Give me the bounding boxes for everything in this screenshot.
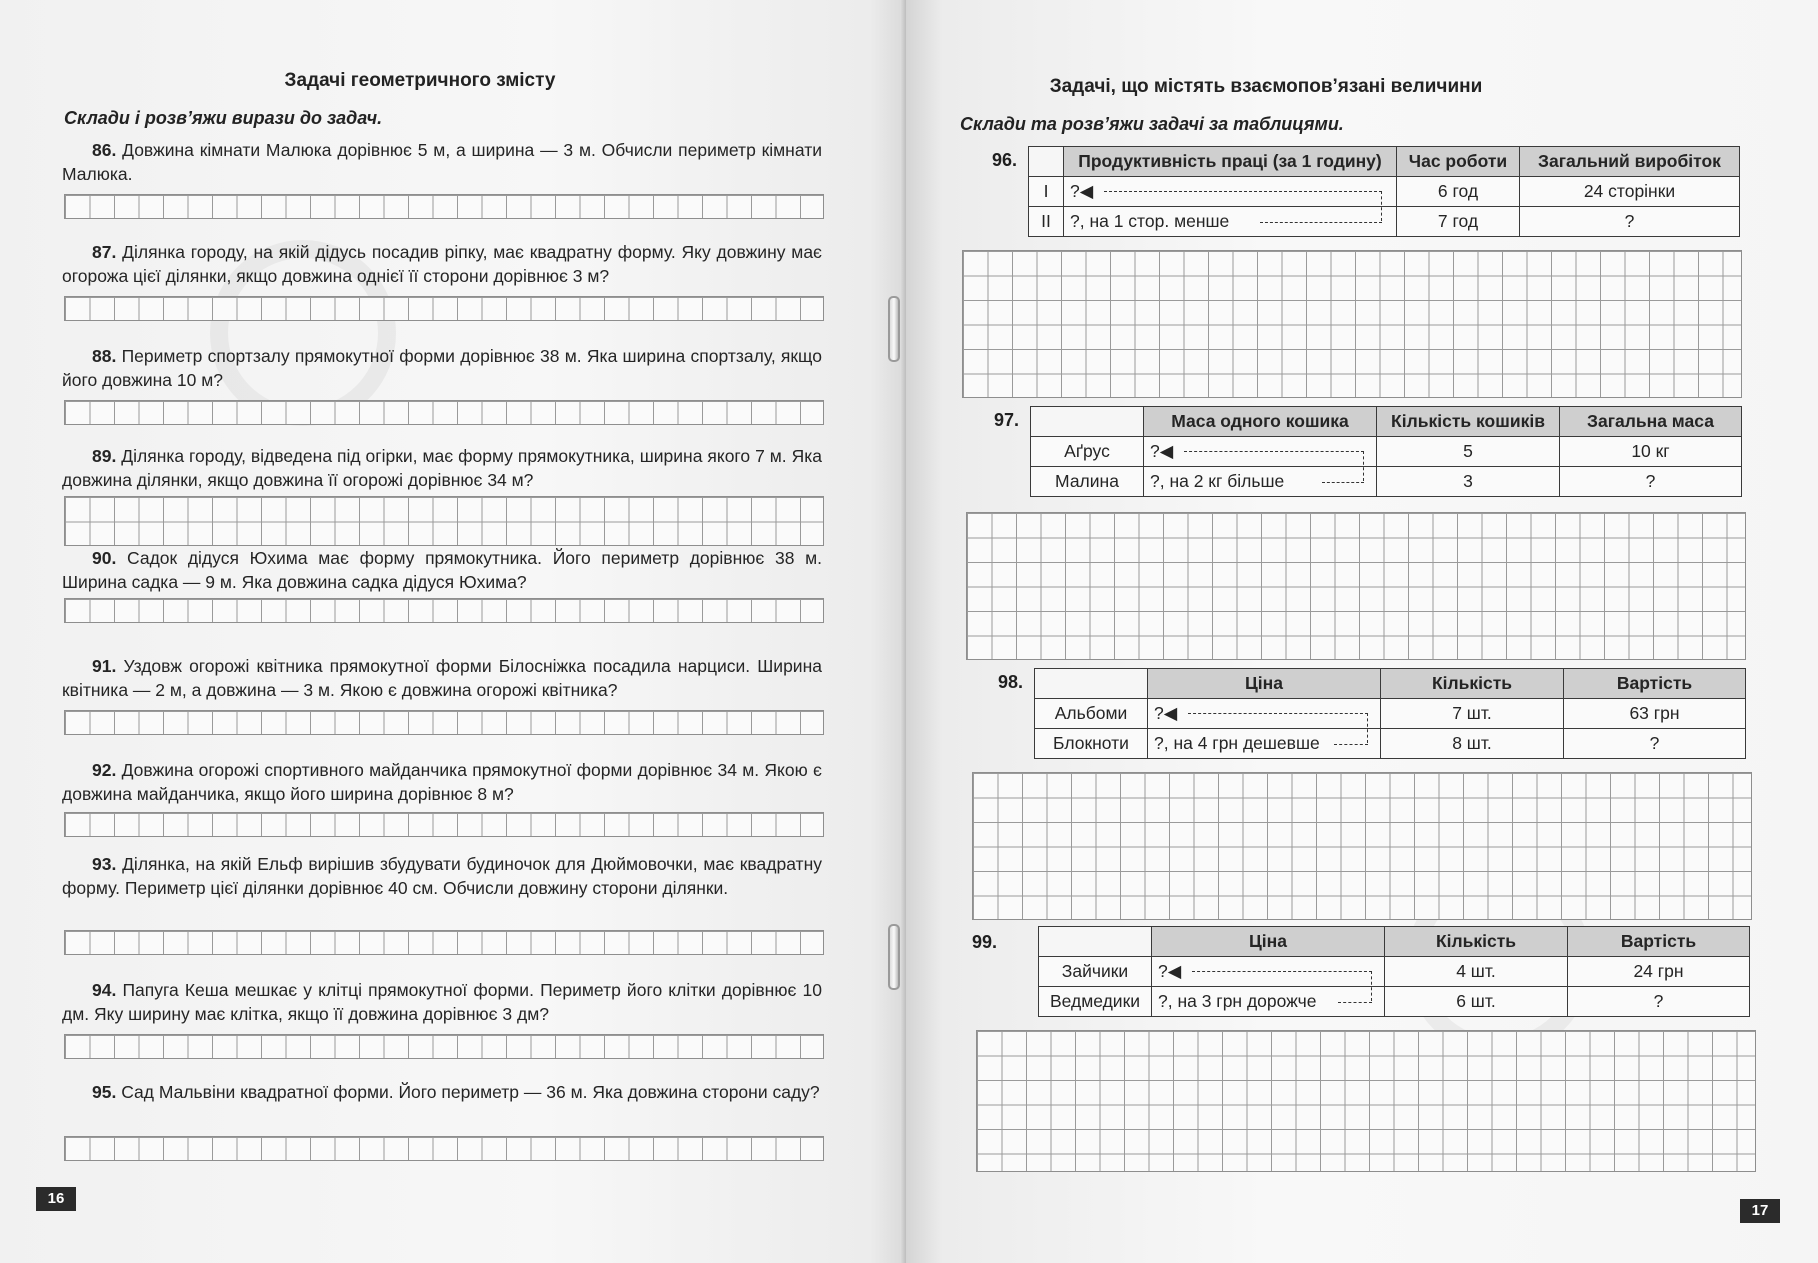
header-cell: Продуктивність праці (за 1 годину) (1064, 147, 1397, 177)
unknown-cell (1144, 437, 1377, 467)
task-number: 89. (92, 446, 117, 466)
unknown-cell (1152, 957, 1385, 987)
staple-top (888, 296, 900, 362)
header-cell: Кількість (1385, 927, 1568, 957)
relation-cell (1144, 467, 1377, 497)
row-label: Зайчики (1039, 957, 1152, 987)
table-cell: 10 кг (1560, 437, 1742, 467)
header-cell: Загальний виробіток (1520, 147, 1740, 177)
cell-text: ?, на 3 грн дорожче (1158, 991, 1317, 1011)
left-page (0, 0, 906, 1263)
task-94 (62, 978, 822, 1026)
dashed-arrow-line (1184, 451, 1364, 452)
row-label: Малина (1031, 467, 1144, 497)
header-cell (1035, 669, 1148, 699)
cell-text: ?, на 1 стор. менше (1070, 211, 1230, 231)
task-number: 95. (92, 1082, 117, 1102)
header-cell: Вартість (1568, 927, 1750, 957)
task-text: Довжина огорожі спортивного майданчика прямокутної форми дорівнює 34 м. Якою є довжина майданчика, якщо його ширина дорівнює 8 м? (62, 760, 822, 804)
cell-text: ? (1070, 181, 1080, 201)
task-text: Сад Мальвіни квадратної форми. Його периметр — 36 м. Яка довжина сторони саду? (121, 1082, 820, 1102)
answer-grid[interactable] (976, 1030, 1756, 1172)
task-number-96: 96. (992, 150, 1018, 170)
table-cell: 5 (1377, 437, 1560, 467)
header-cell: Вартість (1564, 669, 1746, 699)
row-label: Ведмедики (1039, 987, 1152, 1017)
arrow-left-icon: ◀ (1163, 703, 1178, 723)
task-number: 94. (92, 980, 117, 1000)
row-label: Аґрус (1031, 437, 1144, 467)
dashed-arrow-line (1322, 482, 1364, 483)
answer-grid[interactable] (64, 812, 824, 837)
answer-grid[interactable] (64, 496, 824, 546)
task-text: Периметр спортзалу прямокутної форми дорівнює 38 м. Яка ширина спортзалу, якщо його довжина 10 м? (62, 346, 822, 390)
row-label: Альбоми (1035, 699, 1148, 729)
page-title: Задачі геометричного змісту (284, 70, 556, 91)
cell-text: ?, на 2 кг більше (1150, 471, 1285, 491)
answer-grid[interactable] (64, 710, 824, 735)
answer-grid[interactable] (64, 1136, 824, 1161)
header-cell (1039, 927, 1152, 957)
answer-grid[interactable] (962, 250, 1742, 398)
task-86 (62, 138, 822, 186)
answer-grid[interactable] (64, 598, 824, 623)
unknown-cell (1148, 699, 1381, 729)
task-number: 90. (92, 548, 117, 568)
right-page (906, 0, 1818, 1263)
table-cell: ? (1560, 467, 1742, 497)
task-number: 91. (92, 656, 117, 676)
header-cell: Ціна (1148, 669, 1381, 699)
task-92 (62, 758, 822, 806)
relation-cell (1148, 729, 1381, 759)
table-cell: 7 шт. (1381, 699, 1564, 729)
unknown-cell (1064, 177, 1397, 207)
table-99 (1038, 926, 1750, 1017)
cell-text: ?, на 4 грн дешевше (1154, 733, 1320, 753)
table-row (1031, 467, 1742, 497)
dashed-arrow-line (1338, 1002, 1372, 1003)
table-cell: 6 шт. (1385, 987, 1568, 1017)
arrow-left-icon: ◀ (1167, 961, 1182, 981)
table-cell: 4 шт. (1385, 957, 1568, 987)
dashed-arrow-line (1188, 713, 1368, 714)
header-cell: Маса одного кошика (1144, 407, 1377, 437)
task-text: Ділянка городу, відведена під огірки, має форму прямокутника, ширина якого 7 м. Яка довжина ділянки, якщо довжина її огорожі дорівнює 34 м? (62, 446, 822, 490)
answer-grid[interactable] (966, 512, 1746, 660)
table-cell: 24 грн (1568, 957, 1750, 987)
task-text: Уздовж огорожі квітника прямокутної форми Білосніжка посадила нарциси. Ширина квітника — 2 м, а довжина — 3 м. Якою є довжина огорожі квітника? (62, 656, 822, 700)
task-88 (62, 344, 822, 392)
table-cell: 7 год (1397, 207, 1520, 237)
page-subtitle: Склади і розв’яжи вирази до задач. (64, 108, 383, 128)
table-row (1035, 699, 1746, 729)
answer-grid[interactable] (64, 930, 824, 955)
dashed-arrow-line (1260, 222, 1382, 223)
table-header-row (1039, 927, 1750, 957)
task-90 (62, 546, 822, 594)
page-title: Задачі, що містять взаємопов’язані величини (1049, 76, 1483, 97)
table-row (1029, 177, 1740, 207)
arrow-left-icon: ◀ (1159, 441, 1174, 461)
task-93 (62, 852, 822, 900)
answer-grid[interactable] (64, 400, 824, 425)
table-cell: 63 грн (1564, 699, 1746, 729)
table-cell: 24 сторінки (1520, 177, 1740, 207)
table-cell: ? (1568, 987, 1750, 1017)
arrow-left-icon: ◀ (1079, 181, 1094, 201)
header-cell (1029, 147, 1064, 177)
answer-grid[interactable] (64, 296, 824, 321)
relation-cell (1152, 987, 1385, 1017)
dashed-arrow-line (1104, 191, 1382, 192)
table-96 (1028, 146, 1740, 237)
page-number: 17 (1740, 1199, 1780, 1223)
header-cell: Загальна маса (1560, 407, 1742, 437)
task-text: Ділянка городу, на якій дідусь посадив ріпку, має квадратну форму. Яку довжину має огорожа цієї ділянки, якщо довжина однієї її сторони дорівнює 3 м? (62, 242, 822, 286)
task-89 (62, 444, 822, 492)
table-cell: 6 год (1397, 177, 1520, 207)
table-row (1039, 987, 1750, 1017)
task-number-99: 99. (972, 932, 998, 952)
row-label: II (1029, 207, 1064, 237)
table-cell: ? (1564, 729, 1746, 759)
task-number-97: 97. (994, 410, 1020, 430)
header-cell: Кількість кошиків (1377, 407, 1560, 437)
dashed-arrow-line (1334, 744, 1368, 745)
task-91 (62, 654, 822, 702)
task-text: Папуга Кеша мешкає у клітці прямокутної форми. Периметр його клітки дорівнює 10 дм. Яку ширину має клітка, якщо її довжина дорівнює 3 дм? (62, 980, 822, 1024)
header-cell: Час роботи (1397, 147, 1520, 177)
task-text: Ділянка, на якій Ельф вирішив збудувати будиночок для Дюймовочки, має квадратну форму. Периметр цієї ділянки дорівнює 40 см. Обчисли довжину сторони ділянки. (62, 854, 822, 898)
cell-text: ? (1150, 441, 1160, 461)
answer-grid[interactable] (64, 1034, 824, 1059)
row-label: I (1029, 177, 1064, 207)
task-text: Садок дідуся Юхима має форму прямокутника. Його периметр дорівнює 38 м. Ширина садка — 9 м. Яка довжина садка дідуся Юхима? (62, 548, 822, 592)
task-87 (62, 240, 822, 288)
table-cell: 3 (1377, 467, 1560, 497)
task-95 (62, 1080, 822, 1104)
task-number: 88. (92, 346, 117, 366)
page-subtitle: Склади та розв’яжи задачі за таблицями. (960, 114, 1344, 134)
staple-bottom (888, 924, 900, 990)
table-row (1031, 437, 1742, 467)
task-number-98: 98. (998, 672, 1024, 692)
table-97 (1030, 406, 1742, 497)
answer-grid[interactable] (64, 194, 824, 219)
task-text: Довжина кімнати Малюка дорівнює 5 м, а ширина — 3 м. Обчисли периметр кімнати Малюка. (62, 140, 822, 184)
table-header-row (1029, 147, 1740, 177)
table-header-row (1031, 407, 1742, 437)
table-row (1035, 729, 1746, 759)
table-cell: ? (1520, 207, 1740, 237)
task-number: 87. (92, 242, 117, 262)
header-cell: Кількість (1381, 669, 1564, 699)
table-row (1029, 207, 1740, 237)
row-label: Блокноти (1035, 729, 1148, 759)
table-98 (1034, 668, 1746, 759)
header-cell: Ціна (1152, 927, 1385, 957)
answer-grid[interactable] (972, 772, 1752, 920)
dashed-arrow-line (1192, 971, 1372, 972)
page-number: 16 (36, 1187, 76, 1211)
cell-text: ? (1158, 961, 1168, 981)
table-header-row (1035, 669, 1746, 699)
table-cell: 8 шт. (1381, 729, 1564, 759)
header-cell (1031, 407, 1144, 437)
relation-cell (1064, 207, 1397, 237)
task-number: 92. (92, 760, 117, 780)
cell-text: ? (1154, 703, 1164, 723)
table-row (1039, 957, 1750, 987)
task-number: 93. (92, 854, 117, 874)
task-number: 86. (92, 140, 117, 160)
